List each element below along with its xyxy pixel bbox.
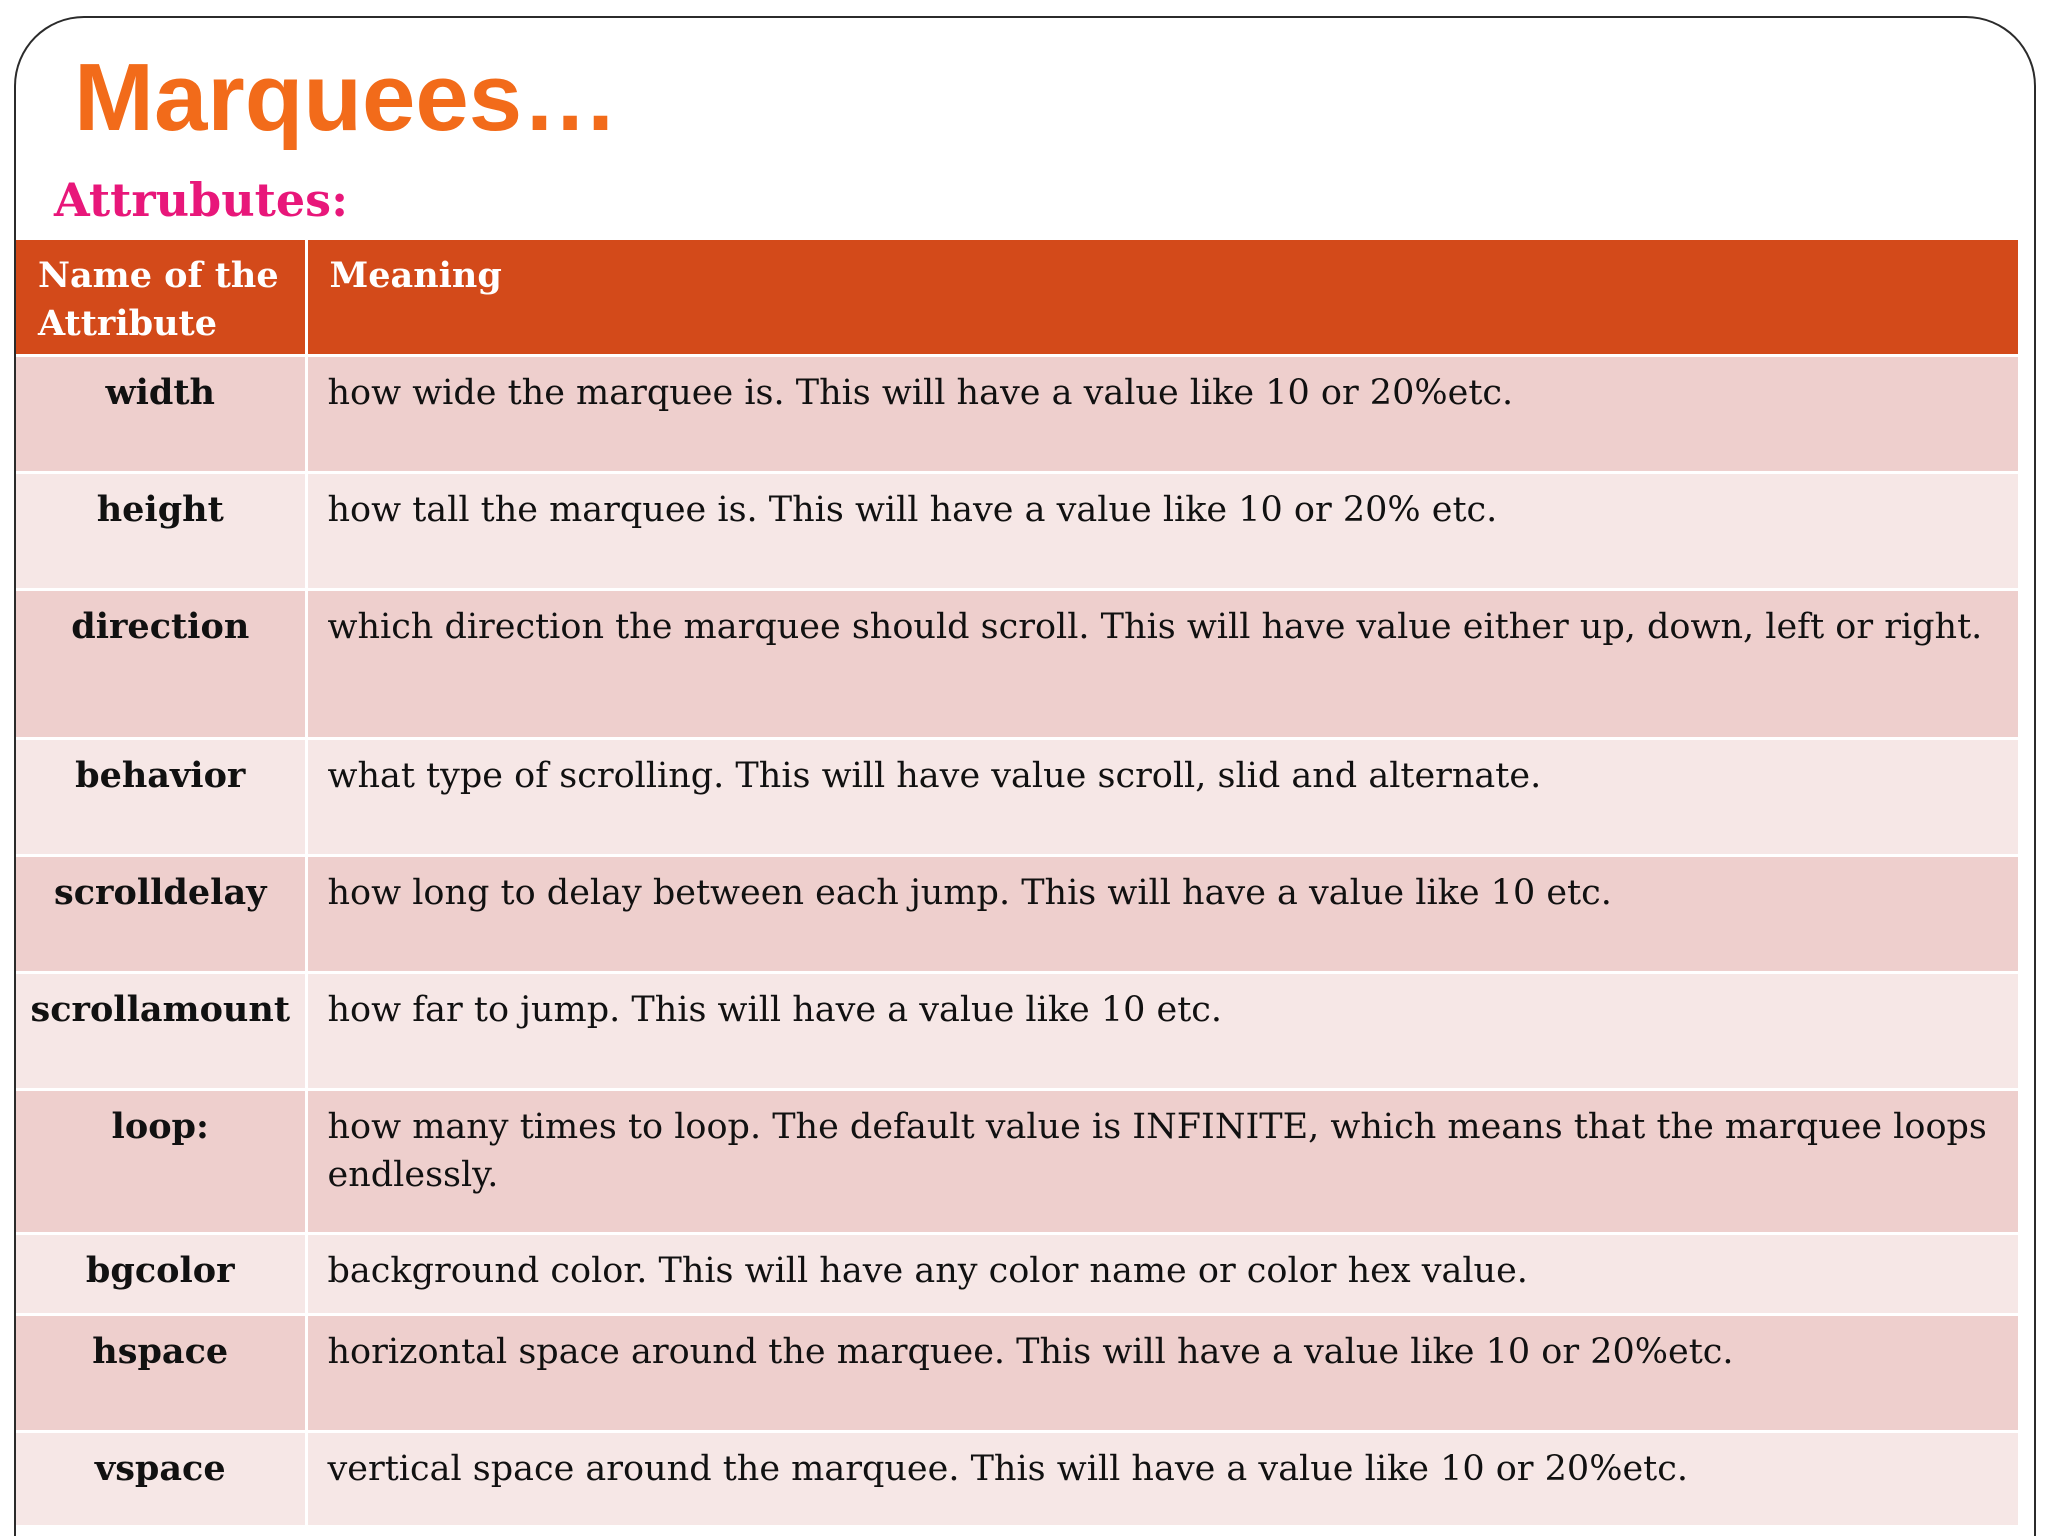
table-row [16, 1234, 2018, 1315]
attribute-meaning: how long to delay between each jump. This will have a value like 10 etc. [306, 856, 2018, 973]
table-row [16, 739, 2018, 856]
attribute-name: behavior [16, 739, 306, 856]
table-row [16, 1432, 2018, 1527]
attribute-name: hspace [16, 1315, 306, 1432]
attribute-name: loop: [16, 1090, 306, 1234]
table-row [16, 473, 2018, 590]
attribute-name: height [16, 473, 306, 590]
table-row [16, 1090, 2018, 1234]
attribute-name: width [16, 356, 306, 473]
attribute-name: vspace [16, 1432, 306, 1527]
attribute-meaning: how tall the marquee is. This will have a value like 10 or 20% etc. [306, 473, 2018, 590]
table-header-row [16, 240, 2018, 356]
attribute-meaning: how many times to loop. The default value is INFINITE, which means that the marquee loops endlessly. [306, 1090, 2018, 1234]
attribute-meaning: vertical space around the marquee. This will have a value like 10 or 20%etc. [306, 1432, 2018, 1527]
attribute-name: direction [16, 590, 306, 739]
attribute-meaning: horizontal space around the marquee. This will have a value like 10 or 20%etc. [306, 1315, 2018, 1432]
table-row [16, 973, 2018, 1090]
attribute-meaning: how far to jump. This will have a value like 10 etc. [306, 973, 2018, 1090]
attribute-name: scrolldelay [16, 856, 306, 973]
slide-subtitle: Attrubutes: [54, 173, 349, 227]
table-row [16, 1315, 2018, 1432]
table-row [16, 356, 2018, 473]
attribute-name: scrollamount [16, 973, 306, 1090]
attribute-meaning: how wide the marquee is. This will have a value like 10 or 20%etc. [306, 356, 2018, 473]
attribute-name: bgcolor [16, 1234, 306, 1315]
header-attribute-name: Name of the Attribute [16, 240, 306, 356]
attributes-table [16, 240, 2018, 1528]
table-row [16, 590, 2018, 739]
slide-title: Marquees… [74, 44, 619, 151]
attribute-meaning: what type of scrolling. This will have value scroll, slid and alternate. [306, 739, 2018, 856]
header-meaning: Meaning [306, 240, 2018, 356]
attribute-meaning: background color. This will have any color name or color hex value. [306, 1234, 2018, 1315]
table-row [16, 856, 2018, 973]
attribute-meaning: which direction the marquee should scroll. This will have value either up, down, left or right. [306, 590, 2018, 739]
